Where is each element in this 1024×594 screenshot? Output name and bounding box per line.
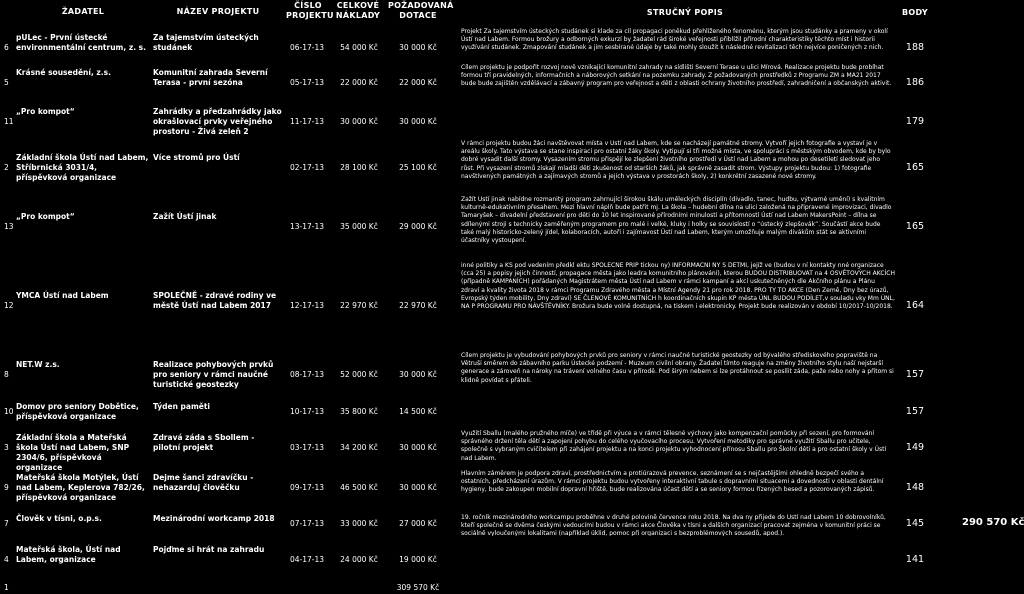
table-row [0, 264, 1024, 348]
table-row [0, 64, 1024, 98]
table-row [0, 470, 1024, 506]
applicant-cell: Základní škola Ústí nad Labem, Stříbrnická 3031/4, příspěvková organizace [16, 153, 149, 182]
row-number: 2 [4, 163, 9, 172]
points-cell: 165 [905, 221, 925, 232]
requested-grant-cell: 14 500 Kč [399, 407, 437, 416]
row-number: 9 [4, 483, 9, 492]
project-number-cell: 05-17-13 [289, 78, 325, 87]
total-cost-cell: 34 200 Kč [340, 443, 378, 452]
project-name-cell: Více stromů pro Ústí [153, 153, 240, 162]
points-cell: 157 [905, 369, 925, 380]
description-cell: inné politiky a KS pod vedením předkl ektu SPOLEČNĚ PŘIP tickou ny) INFORMAČNÍ NY S DĚTMI, jejíž ve (budou v ní kontakty nné organizace (cca 25) a popisy jejich činností, propagace města jako leadra komunitního plánování), kterou BUDOU DISTRIBUOVAT na 4 OSVĚTOVÝCH AKCÍCH (případně KAMPANÍCH) pořádaných Magistrátem města Ústí nad Labem v rámci kampaní a akcí uskutečněných dle Akčního plánu a Plánu zdraví a kvality života 2018 v rámci Programu Zdravého města a Místní Agendy 21 pro rok 2018. PRO TY TO AKCE (Den Země, Dny bez úrazů, Evropský týden mobility, Dny zdraví) SE ČLENOVÉ KOMUNITNÍCH h koordinačních skupin KP města ÚNL BUDOU PODÍLET,v souladu vky Mm ÚNL, NA P PROGRAMU PRO NÁVŠTĚVNÍKY. Brožura bude volně dostupná, na tiskem i elektronicky. Projekt bude realizován v období 10/2017-10/2018. [461, 262, 895, 311]
row-number: 11 [4, 117, 14, 126]
description-cell: Cílem projektu je vybudování pohybových prvků pro seniory v rámci naučné turistické geostezky od bývalého střediskového popraviště na Větruši směrem do zábavního parku Ústecké podzemí - Muzeum civilní obrany. Žadatel tímto reaguje na změny životního stylu naší nejstarší generace a zároveň na nároky na trávení volného času v přírodě. Pod širým nebem si lze protáhnout se posílit záda, paže nebo nohy a přitom si klidně povídat s přáteli. [461, 352, 894, 384]
table-row [0, 514, 1024, 534]
requested-grant-cell: 30 000 Kč [399, 117, 437, 126]
row-number: 12 [4, 301, 14, 310]
row-number: 7 [4, 519, 9, 528]
applicant-cell: „Pro kompot“ [16, 212, 75, 221]
table-row [0, 196, 1024, 258]
requested-grant-cell: 30 000 Kč [399, 43, 437, 52]
header-nazev: NÁZEV PROJEKTU [176, 7, 260, 16]
header-popis: STRUČNÝ POPIS [646, 8, 724, 17]
project-name-cell: SPOLEČNĚ - zdravé rodiny ve městě Ústí nad Labem 2017 [153, 291, 277, 310]
table-row [0, 582, 1024, 594]
total-cost-cell: 54 000 Kč [340, 43, 378, 52]
requested-grant-cell: 22 970 Kč [399, 301, 437, 310]
applicant-cell: Mateřská škola, Ústí nad Labem, organizace [16, 545, 121, 564]
row-number: 10 [4, 407, 14, 416]
requested-grant-cell: 30 000 Kč [399, 370, 437, 379]
row-number: 5 [4, 78, 9, 87]
header-pozadovana: POŽADOVANÁ DOTACE [388, 1, 454, 20]
project-number-cell: 04-17-13 [289, 555, 325, 564]
project-number-cell: 06-17-13 [289, 43, 325, 52]
points-cell: 149 [905, 442, 925, 453]
description-cell: Hlavním záměrem je podpora zdraví, prostřednictvím a protiúrazová prevence, seznámení se s nejčastějšími ohledně bezpečí svého a ostatních, předcházení úrazům. V rámci projektu budou vytvořeny interaktivní tabule s dopravními situacemi a dovednosti v oblasti dentální hygieny, bude zakoupen mobilní dopravní hřiště, bude realizována účast dětí a se seniory formou řízených besed a pozorovaných zápisů. [461, 470, 884, 494]
points-cell: 141 [905, 554, 925, 565]
points-cell: 148 [905, 482, 925, 493]
row-number: 6 [4, 43, 9, 52]
description-cell: Využití Sballu (malého pružného míče) ve třídě při výuce a v rámci tělesné výchovy jako kompenzační pomůcky při sezení, pro formování správného držení těla dětí a zapojení pohybu do celého vyučovacího procesu. Vytvoření metodiky pro správné využití Sballu pro učitele, společně s vybraným cvičitelem při zahájení projektu a na konci projektu vyhodnocení přínosu Sballu pro Školní děti a pro ostatní školy v Ústí nad Labem. [461, 430, 887, 462]
requested-grant-cell: 19 000 Kč [399, 555, 437, 564]
header-celkove: CELKOVÉ NÁKLADY [335, 1, 381, 20]
header-zadatel: ŽADATEL [61, 7, 105, 16]
table-header [0, 0, 1024, 30]
total-cost-cell: 24 000 Kč [340, 555, 378, 564]
points-cell: 157 [905, 406, 925, 417]
points-cell: 164 [905, 300, 925, 311]
applicant-cell: YMCA Ústí nad Labem [16, 291, 109, 300]
total-cost-cell: 28 100 Kč [340, 163, 378, 172]
row-number: 1 [4, 583, 9, 592]
description-cell: Zažít Ústí jinak nabídne rozmanitý program zahrnující širokou škálu uměleckých disciplín (divadlo, tanec, hudbu, výtvarné umění) s kvalitním kulturně-edukativním přesahem. Mezi hlavní náplň bude patřit mj. La škola – hudební dílna na ulici založená na připravené improvizaci, divadlo Tamaryšek – divadelní představení pro děti do 10 let inspirované přírodními minulostí a přítomností Ústí nad Labem MakersPoint – dílna se sdílenými stroji s technicky zaměřeným programem pro malé i velké, kluky i holky se souvislostí o “ústecký zlepšovák”. Součástí akce bude také malý historicko-zelený jídel, kolaboracích, autoři i zajímavost Ústí nad Labem, kterým umožňuje malým divákům stát se aktivními účastníky vystoupení. [461, 196, 892, 245]
total-cost-cell: 46 500 Kč [340, 483, 378, 492]
grand-total: 290 570 Kč [962, 517, 1024, 528]
project-name-cell: Zdravá záda s Sbollem - pilotní projekt [153, 433, 255, 452]
project-number-cell: 08-17-13 [289, 370, 325, 379]
total-cost-cell: 35 800 Kč [340, 407, 378, 416]
project-name-cell: Dejme šanci zdravíčku - nehazarduj člověčku [153, 473, 254, 492]
total-cost-cell: 33 000 Kč [340, 519, 378, 528]
requested-grant-cell: 29 000 Kč [399, 222, 437, 231]
total-cost-cell: 35 000 Kč [340, 222, 378, 231]
project-number-cell: 03-17-13 [289, 443, 325, 452]
project-number-cell: 02-17-13 [289, 163, 325, 172]
row-number: 4 [4, 555, 9, 564]
table-row [0, 352, 1024, 398]
applicant-cell: NET.W z.s. [16, 360, 60, 369]
points-cell: 186 [905, 77, 925, 88]
description-cell: V rámci projektu budou žáci navštěvovat místa v Ústí nad Labem, kde se nacházejí památné stromy. Vytvoří jejich fotografie a vystaví je v areálu školy. Tato výstava se stane inspirací pro ostatní žáky školy. Vytipují si tři možná místa, ve spolupráci s městským obvodem, kde by bylo dobré vysadit další stromy. Vysazením stromu přispějí ke zlepšení životního prostředí v Ústí nad Labem a mohou po desetiletí sledovat jeho růst. Při vysazení stromů získají mladší děti zkušenost od starších žáků, jak správně zasadit strom. Výstupy projektu budou: 1) fotografie navštívených památných a zajímavých stromů a jejich výstava v prostorách školy, 2) konkrétní zasazené nové stromy. [461, 140, 891, 180]
requested-grant-cell: 22 000 Kč [399, 78, 437, 87]
project-name-cell: Zahrádky a předzahrádky jako okrašlovací prvky veřejného prostoru - Živá zeleň 2 [153, 107, 282, 136]
requested-grant-cell: 27 000 Kč [399, 519, 437, 528]
project-name-cell: Mezinárodní workcamp 2018 [153, 514, 275, 523]
applicant-cell: Základní škola a Mateřská škola Ústí nad Labem, SNP 2304/6, příspěvková organizace [16, 433, 130, 472]
project-number-cell: 07-17-13 [289, 519, 325, 528]
applicant-cell: Domov pro seniory Dobětice, příspěvková organizace [16, 402, 139, 421]
points-cell: 188 [905, 42, 925, 53]
applicant-cell: „Pro kompot“ [16, 107, 75, 116]
applicant-cell: Krásné sousedění, z.s. [16, 68, 111, 77]
project-number-cell: 09-17-13 [289, 483, 325, 492]
project-number-cell: 13-17-13 [289, 222, 325, 231]
table-row [0, 542, 1024, 578]
requested-grant-cell: 309 570 Kč [396, 583, 440, 592]
project-number-cell: 10-17-13 [289, 407, 325, 416]
project-name-cell: Pojďme si hrát na zahradu [153, 545, 265, 554]
row-number: 8 [4, 370, 9, 379]
description-cell: Projekt Za tajemstvím ústeckých studánek si klade za cíl propagaci poněkud přehlíženého fenoménu, kterým jsou studánky a prameny v okolí Ústí nad Labem. Formou brožury a odborných exkurzí by žadatel rád široké veřejnosti přiblížil přírodní charakteristiky těchto míst i historii využívání studánek. Zmapování studánek a jim sesbírané údaje by také mohly sloužit k následné revitalizaci těch nejvíce poničených z nich. [461, 28, 888, 52]
requested-grant-cell: 30 000 Kč [399, 443, 437, 452]
points-cell: 179 [905, 116, 925, 127]
table-row [0, 402, 1024, 422]
applicant-cell: pULec - První ústecké environmentální centrum, z. s. [16, 33, 146, 52]
table-row [0, 102, 1024, 142]
points-cell: 165 [905, 162, 925, 173]
project-name-cell: Realizace pohybových prvků pro seniory v rámci naučné turistické geostezky [153, 360, 274, 389]
requested-grant-cell: 30 000 Kč [399, 483, 437, 492]
requested-grant-cell: 25 100 Kč [399, 163, 437, 172]
total-cost-cell: 52 000 Kč [340, 370, 378, 379]
description-cell: Cílem projektu je podpořit rozvoj nově vznikající komunitní zahrady na sídlišti Severní Terase u ulici Mírová. Realizace projektu bude probíhat formou tří pravidelných, informačních a náborových setkání na pozemku zahrady. Z požadovaných prostředků z Programu ZM a MA21 2017 bude bude zajištěn vzdělávací a zábavný program pro veřejnost a děti z oblasti ochrany životního prostředí, zahradničení a občanských aktivit. [461, 64, 892, 88]
applicant-cell: Člověk v tísni, o.p.s. [16, 514, 102, 523]
header-body: BODY [902, 8, 928, 17]
row-number: 3 [4, 443, 9, 452]
project-name-cell: Zažít Ústí jinak [153, 212, 217, 221]
total-cost-cell: 22 000 Kč [340, 78, 378, 87]
table-row [0, 430, 1024, 472]
table-row [0, 140, 1024, 196]
points-cell: 145 [905, 518, 925, 529]
applicant-cell: Mateřská škola Motýlek, Ústí nad Labem, Keplerova 782/26, příspěvková organizace [16, 473, 145, 502]
header-cislo: ČÍSLO PROJEKTU [286, 1, 334, 20]
project-number-cell: 11-17-13 [289, 117, 325, 126]
total-cost-cell: 30 000 Kč [340, 117, 378, 126]
project-name-cell: Za tajemstvím ústeckých studánek [153, 33, 259, 52]
table-row [0, 28, 1024, 68]
description-cell: 19. ročník mezinárodního workcampu proběhne v druhé polovině července roku 2018. Na dva ny přijede do Ústí nad Labem 10 dobrovolníků, kteří společně se dvěma českými vedoucími budou v rámci akce Člověka v tísni a dalších organizací pracovat zejména v komunitní práci se sociálně vyloučenými lokalitami (například úklid, pomoc při organizaci s bezproblémových sousedů, apod.). [461, 514, 886, 536]
project-number-cell: 12-17-13 [289, 301, 325, 310]
project-name-cell: Komunitní zahrada Severní Terasa - první sezóna [153, 68, 268, 87]
project-name-cell: Týden paměti [153, 402, 211, 411]
total-cost-cell: 22 970 Kč [340, 301, 378, 310]
row-number: 13 [4, 222, 14, 231]
